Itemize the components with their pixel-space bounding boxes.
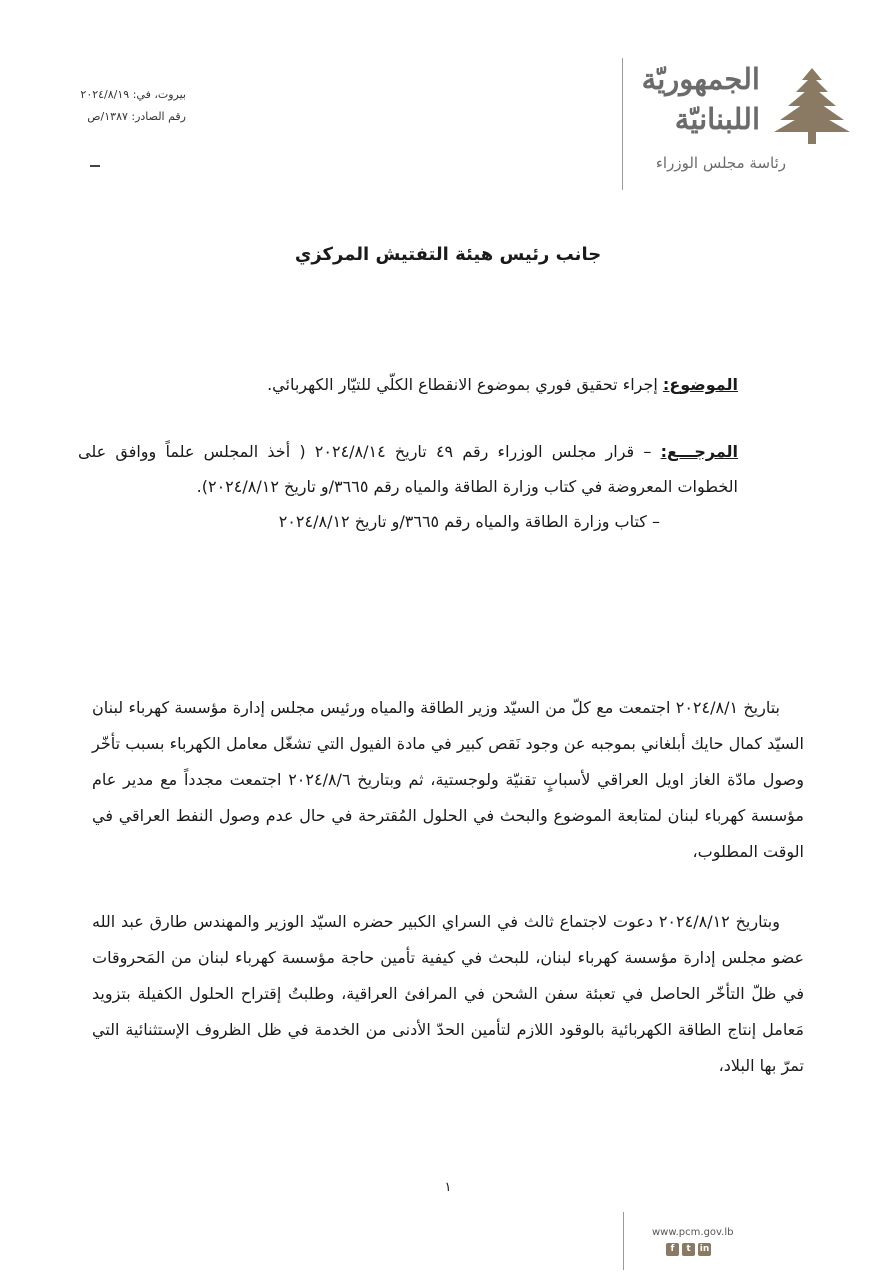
page-number: ١ bbox=[444, 1180, 452, 1195]
reference-item-2: – كتاب وزارة الطاقة والمياه رقم ٣٦٦٥/و تاريخ ٢٠٢٤/٨/١٢ bbox=[278, 512, 660, 531]
reference-label: المرجـــع: bbox=[660, 442, 739, 461]
margin-dash bbox=[90, 165, 100, 167]
issue-number-line: رقم الصادر: ١٣٨٧/ص bbox=[87, 110, 186, 123]
linkedin-icon[interactable]: in bbox=[699, 1244, 710, 1254]
document-meta bbox=[66, 84, 186, 128]
republic-title-line2: اللبنانيّة bbox=[674, 102, 760, 136]
reference-block bbox=[78, 434, 738, 539]
presidency-label: رئاسة مجلس الوزراء bbox=[655, 154, 786, 172]
cedar-icon bbox=[772, 66, 852, 146]
footer-divider bbox=[623, 1212, 624, 1270]
twitter-icon[interactable]: t bbox=[682, 1243, 695, 1256]
body-paragraph-1: بتاريخ ٢٠٢٤/٨/١ اجتمعت مع كلّ من السيّد وزير الطاقة والمياه ورئيس مجلس إدارة مؤسسة كهرباء لبنان السيّد كمال حايك أبلغاني بموجبه عن وجود نَقص كبير في مادة الفيول التي تشغّل معامل الكهرباء بسبب تأخّر وصول مادّة الغاز اويل العراقي لأسبابٍ تقنيّة ولوجستية، ثم وبتاريخ ٢٠٢٤/٨/٦ اجتمعت مجدداً مع مدير عام مؤسسة كهرباء لبنان لمتابعة الموضوع والبحث في الحلول المُقترحة في حال عدم وصول النفط العراقي في الوقت المطلوب، bbox=[92, 698, 804, 861]
republic-title-line1: الجمهوريّة bbox=[641, 62, 760, 96]
social-icons bbox=[666, 1243, 711, 1256]
body-paragraph-2: وبتاريخ ٢٠٢٤/٨/١٢ دعوت لاجتماع ثالث في السراي الكبير حضره السيّد الوزير والمهندس طارق عبد الله عضو مجلس إدارة مؤسسة كهرباء لبنان، للبحث في كيفية تأمين حاجة مؤسسة كهرباء لبنان من المَحروقات في ظلّ التأخّر الحاصل في تعبئة سفن الشحن في المرافئ العراقية، وطلبتُ إقتراح الحلول الكفيلة بتزويد مَعامل إنتاج الطاقة الكهربائية بالوقود اللازم لتأمين الحدّ الأدنى من الخدمة في ظل الظروف الإستثنائية التي تمرّ بها البلاد، bbox=[92, 912, 804, 1075]
facebook-icon[interactable]: f bbox=[666, 1243, 679, 1256]
letter-body bbox=[92, 690, 804, 1084]
addressee: جانب رئيس هيئة التفتيش المركزي bbox=[294, 244, 602, 265]
subject-label: الموضوع: bbox=[662, 375, 738, 394]
subject-text: إجراء تحقيق فوري بموضوع الانقطاع الكلّي للتيّار الكهربائي. bbox=[267, 375, 658, 394]
logo-divider bbox=[622, 58, 623, 190]
website-link[interactable]: www.pcm.gov.lb bbox=[652, 1227, 734, 1238]
reference-item-1: – قرار مجلس الوزراء رقم ٤٩ تاريخ ٢٠٢٤/٨/١٤ ( أخذ المجلس علماً ووافق على الخطوات المعروضة في كتاب وزارة الطاقة والمياه رقم ٣٦٦٥/و تاريخ ٢٠٢٤/٨/١٢). bbox=[78, 442, 738, 496]
letterhead-logo bbox=[622, 58, 852, 190]
subject-line bbox=[78, 368, 738, 402]
date-line: بيروت، في: ٢٠٢٤/٨/١٩ bbox=[80, 88, 186, 101]
